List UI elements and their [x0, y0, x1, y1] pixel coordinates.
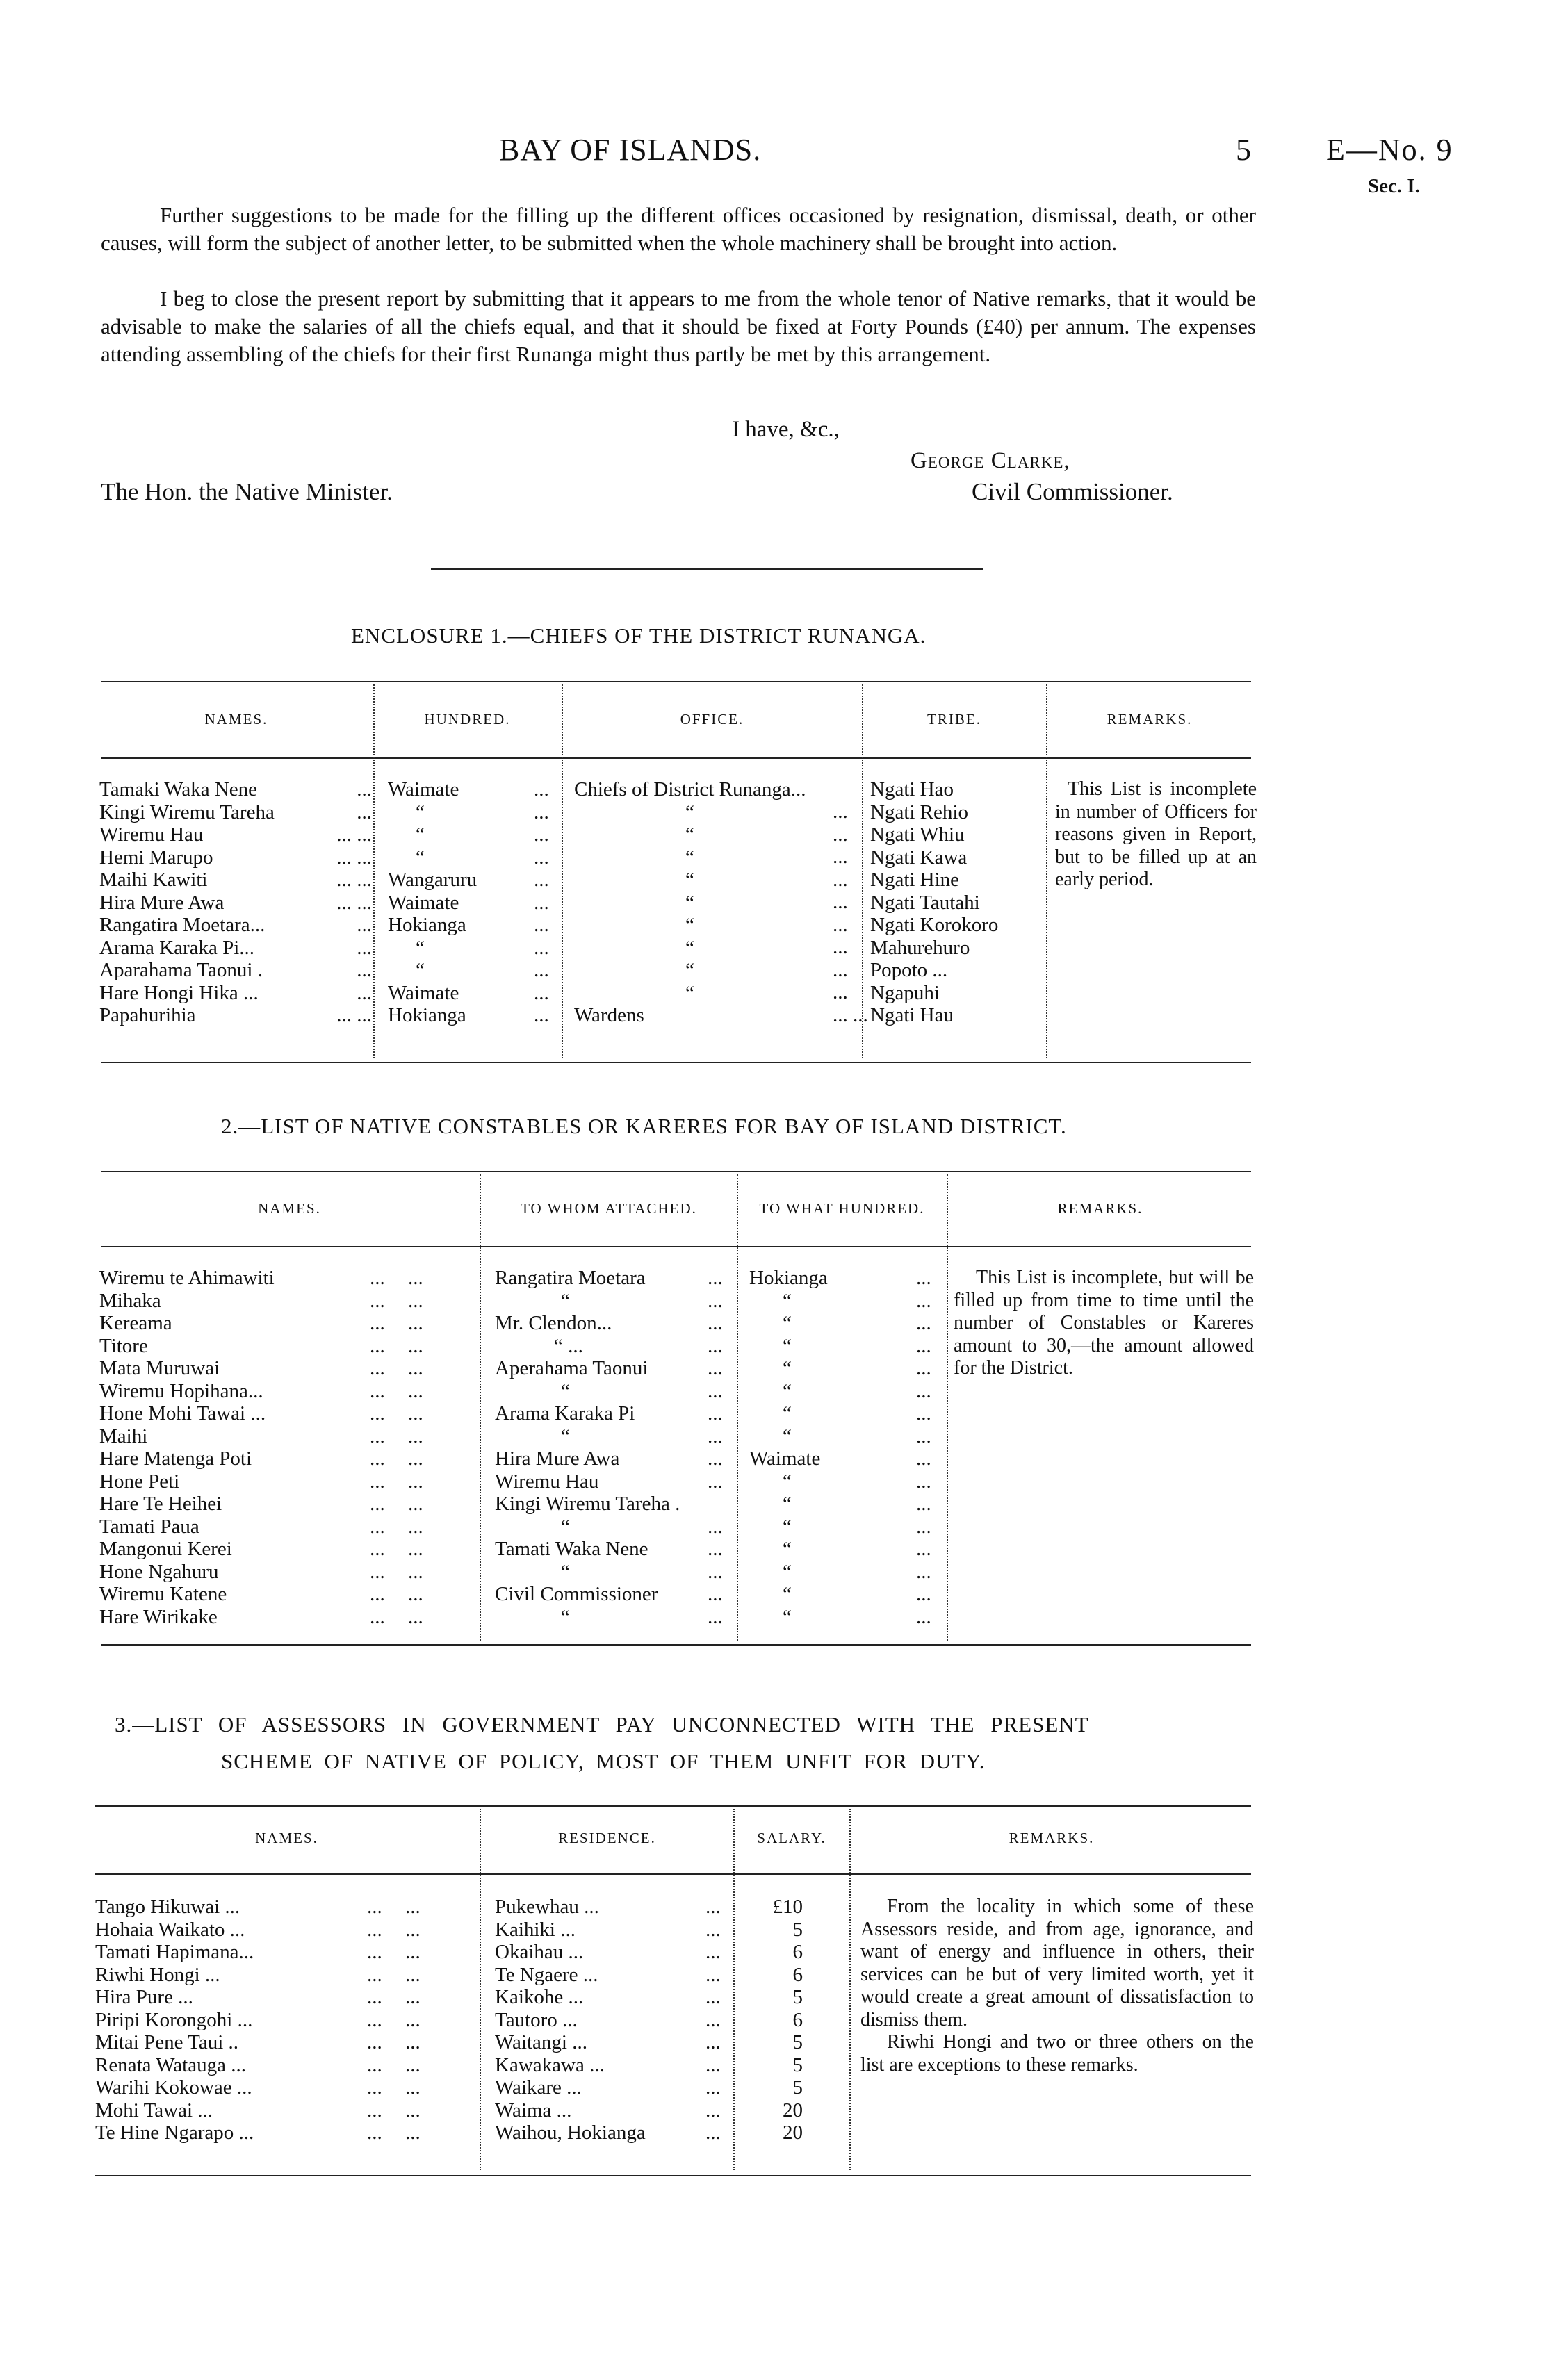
table-cell: Kaihiki ...: [495, 1918, 576, 1941]
table2-header-rule: [101, 1246, 1251, 1247]
enclosure-3-title-continued: SCHEME OF NATIVE OF POLICY, MOST OF THEM UNFIT FOR DUTY.: [221, 1749, 986, 1773]
page-number: 5: [1236, 133, 1252, 167]
table-cell: Piripi Korongohi ...: [95, 2008, 253, 2031]
table1-hundred-column: [388, 778, 534, 1027]
table2-header-remarks: REMARKS.: [1057, 1200, 1143, 1217]
signature-name: George Clarke,: [911, 448, 1070, 473]
table1-header-rule: [101, 757, 1251, 759]
table-cell: “: [561, 1515, 570, 1538]
table-cell: Mr. Clendon...: [495, 1312, 612, 1334]
table-cell: 20: [783, 2122, 803, 2144]
table-cell: Hokianga: [388, 1004, 466, 1026]
table1-name-leaders: [275, 778, 372, 1027]
table-cell: Te Hine Ngarapo ...: [95, 2122, 254, 2144]
table-cell: “: [685, 823, 694, 846]
table-cell: “: [416, 936, 425, 959]
table3-top-rule: [95, 1805, 1251, 1807]
table1-col-divider: [373, 684, 375, 1058]
table-cell: Waimate: [388, 981, 459, 1004]
table-cell: 20: [783, 2099, 803, 2122]
table-cell: 5: [792, 1986, 803, 2008]
table-cell: “ ...: [554, 1334, 583, 1357]
table-cell: Arama Karaka Pi: [495, 1402, 635, 1425]
table-cell: “: [783, 1583, 792, 1605]
table-cell: Hokianga: [388, 914, 466, 936]
table-cell: Ngati Hau: [870, 1004, 954, 1026]
table3-header-residence: RESIDENCE.: [558, 1830, 656, 1846]
table3-residence-leaders: ... ... ... ... ... ... ... ... ... ... ...: [705, 1896, 721, 2144]
letter-closing: I have, &c.,: [732, 417, 840, 442]
table2-col-divider: [737, 1174, 738, 1641]
table-cell: Hone Peti: [99, 1470, 180, 1493]
leader-dots: ...: [357, 801, 372, 823]
table3-col-divider: [849, 1809, 851, 2170]
table-cell: Ngati Hine: [870, 869, 960, 891]
table2-header-attached: TO WHOM ATTACHED.: [521, 1200, 697, 1217]
table-cell: Tamati Paua: [99, 1515, 199, 1538]
table-cell: Wiremu Hau: [99, 823, 204, 846]
table-cell: Tamati Waka Nene: [495, 1538, 648, 1560]
table-cell: “: [783, 1289, 792, 1312]
addressee: The Hon. the Native Minister.: [101, 478, 393, 505]
table2-header-hundred: TO WHAT HUNDRED.: [759, 1200, 925, 1217]
table-cell: £10: [772, 1896, 803, 1918]
table2-name-leaders: ... ... ... ... ... ... ... ... ... ... ... ... ... ... ... ... ... ... ... ... ... ... ... ... ... ... ... ... ... ... ... ...: [370, 1267, 423, 1628]
table2-hundred-column: [749, 1267, 909, 1628]
table1-bottom-rule: [101, 1062, 1251, 1063]
table3-bottom-rule: [95, 2175, 1251, 2176]
table-cell: Ngati Hao: [870, 778, 954, 801]
table-cell: Wiremu Hau: [495, 1470, 599, 1493]
table2-attached-leaders: ... ... ... ... ... ... ... ... ... ... ... ... ... ... ...: [708, 1267, 723, 1628]
table2-col-divider: [480, 1174, 481, 1641]
table-cell: Ngati Rehio: [870, 801, 968, 823]
table-cell: Hone Mohi Tawai ...: [99, 1402, 266, 1425]
table2-bottom-rule: [101, 1644, 1251, 1646]
table1-top-rule: [101, 681, 1251, 682]
table1-hundred-leaders: ... ... ... ... ... ... ... ... ... ... ...: [534, 778, 549, 1026]
table-cell: Waimate: [749, 1447, 821, 1470]
table3-names-column: [95, 1896, 373, 2144]
document-reference: E—No. 9: [1326, 133, 1453, 167]
table2-hundred-leaders: ... ... ... ... ... ... ... ... ... ... ... ... ... ... ... ...: [916, 1267, 931, 1628]
section-divider: [431, 568, 983, 570]
table-cell: Waikare ...: [495, 2076, 582, 2099]
table-cell: Wangaruru: [388, 869, 478, 891]
table1-header-names: NAMES.: [204, 711, 268, 728]
table1-header-office: OFFICE.: [680, 711, 744, 728]
letter-paragraph-2: I beg to close the present report by submitting that it appears to me from the whole tenor of Native remarks, that it would be advisable to make the salaries of all the chiefs equal, and that it should be fixed at Forty Pounds (£40) per annum. The expenses attending assembling of the chiefs for their first Runanga might thus partly be met by this arrangement.: [101, 286, 1256, 366]
table-cell: “: [783, 1379, 792, 1402]
table1-office-leaders: ... ... ... ... ... ... ... ... ... ... ...: [833, 801, 868, 1026]
table-cell: “: [561, 1605, 570, 1628]
table-cell: Ngati Tautahi: [870, 891, 980, 914]
table-cell: “: [783, 1538, 792, 1560]
table-cell: 6: [792, 1941, 803, 1963]
leader-dots: ... ...: [336, 846, 372, 869]
table-cell: Civil Commissioner: [495, 1583, 658, 1605]
table-cell: Hokianga: [749, 1267, 828, 1289]
table-cell: “: [783, 1493, 792, 1515]
table-cell: Mahurehuro: [870, 936, 970, 959]
signature-title: Civil Commissioner.: [972, 478, 1173, 505]
table1-tribe-column: [870, 778, 1044, 1027]
table-cell: Ngati Korokoro: [870, 914, 999, 936]
table-cell: Kaikohe ...: [495, 1986, 584, 2008]
table-cell: “: [783, 1560, 792, 1583]
table-cell: Tango Hikuwai ...: [95, 1896, 240, 1918]
table-cell: Waimate: [388, 778, 459, 801]
leader-dots: ...: [357, 914, 372, 936]
table3-col-divider: [733, 1809, 735, 2170]
table2-top-rule: [101, 1171, 1251, 1172]
table-cell: Waihou, Hokianga: [495, 2122, 646, 2144]
enclosure-2-title: 2.—LIST OF NATIVE CONSTABLES OR KARERES FOR BAY OF ISLAND DISTRICT.: [221, 1114, 1067, 1138]
table-cell: “: [685, 891, 694, 914]
table1-remarks: This List is incomplete in number of Officers for reasons given in Report, but to be filled up at an early period.: [1055, 778, 1257, 890]
table3-header-rule: [95, 1873, 1251, 1875]
table-cell: Hemi Marupo: [99, 846, 213, 869]
table3-residence-column: [495, 1896, 703, 2144]
table1-header-remarks: REMARKS.: [1107, 711, 1193, 728]
table-cell: “: [561, 1289, 570, 1312]
table-cell: Maihi: [99, 1425, 148, 1447]
table-cell: Okaihau ...: [495, 1941, 584, 1963]
table-cell: “: [783, 1515, 792, 1538]
table-cell: Wiremu te Ahimawiti: [99, 1267, 275, 1289]
table-cell: Wiremu Hopihana...: [99, 1379, 263, 1402]
table2-attached-column: [495, 1267, 703, 1628]
leader-dots: ... ...: [336, 823, 372, 846]
table-cell: Hare Matenga Poti: [99, 1447, 252, 1470]
table-cell: Ngapuhi: [870, 981, 940, 1004]
table-cell: Hare Wirikake: [99, 1605, 218, 1628]
table2-header-names: NAMES.: [258, 1200, 321, 1217]
leader-dots: ... ...: [336, 1004, 372, 1026]
table-cell: 5: [792, 2031, 803, 2053]
table-cell: Maihi Kawiti: [99, 869, 208, 891]
table-cell: “: [783, 1402, 792, 1425]
table3-col-divider: [480, 1809, 481, 2170]
table-cell: “: [685, 801, 694, 823]
table2-col-divider: [947, 1174, 948, 1641]
leader-dots: ...: [357, 981, 372, 1004]
table1-col-divider: [1046, 684, 1047, 1058]
running-title: BAY OF ISLANDS.: [499, 133, 762, 167]
table-cell: “: [685, 846, 694, 869]
table-cell: Tamati Hapimana...: [95, 1941, 254, 1963]
table-cell: Wiremu Katene: [99, 1583, 227, 1605]
table-cell: “: [783, 1312, 792, 1334]
letter-paragraph-1: Further suggestions to be made for the filling up the different offices occasioned by resignation, dismissal, death, or other causes, will form the subject of another letter, to be submitted when the whole machinery shall be brought into action.: [101, 203, 1256, 255]
table-cell: Ngati Whiu: [870, 823, 965, 846]
table-cell: “: [783, 1605, 792, 1628]
table-cell: “: [416, 823, 425, 846]
table-cell: “: [685, 936, 694, 959]
enclosure-3-title: 3.—LIST OF ASSESSORS IN GOVERNMENT PAY UNCONNECTED WITH THE PRESENT: [115, 1712, 1089, 1737]
table-cell: Wardens: [574, 1004, 644, 1026]
leader-dots: ...: [357, 959, 372, 981]
table3-header-remarks: REMARKS.: [1009, 1830, 1095, 1846]
table-cell: Rangatira Moetara: [495, 1267, 646, 1289]
table-cell: Riwhi Hongi ...: [95, 1963, 220, 1986]
table3-remarks-paragraph: Riwhi Hongi and two or three others on the list are exceptions to these remarks.: [860, 2031, 1254, 2076]
table3-header-names: NAMES.: [255, 1830, 318, 1846]
table-cell: Waima ...: [495, 2099, 572, 2122]
table-cell: “: [561, 1560, 570, 1583]
leader-dots: ... ...: [336, 869, 372, 891]
table-cell: Te Ngaere ...: [495, 1963, 598, 1986]
leader-dots: ...: [357, 936, 372, 959]
table-cell: Hohaia Waikato ...: [95, 1918, 245, 1941]
table-cell: Titore: [99, 1334, 148, 1357]
table-cell: Pukewhau ...: [495, 1896, 599, 1918]
table-cell: Hira Pure ...: [95, 1986, 193, 2008]
section-reference: Sec. I.: [1368, 175, 1420, 197]
table-cell: 5: [792, 2076, 803, 2099]
table3-name-leaders: ... ... ... ... ... ... ... ... ... ... ... ... ... ... ... ... ... ... ... ... ... ...: [367, 1896, 421, 2144]
table-cell: Kingi Wiremu Tareha .: [495, 1493, 680, 1515]
table-cell: Hira Mure Awa: [99, 891, 225, 914]
table-cell: 6: [792, 2008, 803, 2031]
table-cell: Waitangi ...: [495, 2031, 587, 2053]
table-cell: “: [685, 959, 694, 981]
leader-dots: ... ...: [336, 891, 372, 914]
table-cell: Rangatira Moetara...: [99, 914, 266, 936]
table-cell: Popoto ...: [870, 959, 948, 981]
table-cell: “: [561, 1425, 570, 1447]
table2-names-column: [99, 1267, 370, 1628]
table-cell: Renata Watauga ...: [95, 2053, 246, 2076]
table-cell: 5: [792, 2053, 803, 2076]
table-cell: “: [416, 959, 425, 981]
table-cell: Warihi Kokowae ...: [95, 2076, 252, 2099]
table-cell: Tautoro ...: [495, 2008, 578, 2031]
table-cell: “: [685, 981, 694, 1004]
table-cell: “: [783, 1357, 792, 1379]
table-cell: Kingi Wiremu Tareha: [99, 801, 275, 823]
table-cell: Arama Karaka Pi...: [99, 936, 255, 959]
enclosure-1-title: ENCLOSURE 1.—CHIEFS OF THE DISTRICT RUNANGA.: [351, 623, 927, 648]
table-cell: Hira Mure Awa: [495, 1447, 620, 1470]
table-cell: Mihaka: [99, 1289, 161, 1312]
table-cell: “: [783, 1334, 792, 1357]
table-cell: Aparahama Taonui .: [99, 959, 263, 981]
table-cell: Hare Te Heihei: [99, 1493, 222, 1515]
table-cell: Mangonui Kerei: [99, 1538, 232, 1560]
table3-header-salary: SALARY.: [757, 1830, 826, 1846]
table3-remarks-paragraph: From the locality in which some of these Assessors reside, and from age, ignorance, and want of energy and influence in others, their services can be but of very limited worth, yet it would create a great amount of dissatisfaction to dismiss them.: [860, 1896, 1254, 2030]
table-cell: Mohi Tawai ...: [95, 2099, 213, 2122]
table1-col-divider: [562, 684, 563, 1058]
table1-header-hundred: HUNDRED.: [424, 711, 511, 728]
table-cell: Waimate: [388, 891, 459, 914]
table-cell: Chiefs of District Runanga...: [574, 778, 806, 801]
table-cell: Papahurihia: [99, 1004, 196, 1026]
table-cell: Hone Ngahuru: [99, 1560, 219, 1583]
table-cell: Mata Muruwai: [99, 1357, 220, 1379]
table-cell: Mitai Pene Taui ..: [95, 2031, 239, 2053]
table-cell: Tamaki Waka Nene: [99, 778, 258, 801]
table2-remarks: This List is incomplete, but will be filled up from time to time until the number of Constables or Kareres amount to 30,—the amount allowed for the District.: [954, 1267, 1254, 1379]
table-cell: “: [783, 1425, 792, 1447]
table3-salary-column: [751, 1896, 803, 2144]
table-cell: Hare Hongi Hika ...: [99, 981, 259, 1004]
table1-header-tribe: TRIBE.: [927, 711, 981, 728]
table-cell: “: [561, 1379, 570, 1402]
table1-office-column: [574, 778, 831, 1027]
table3-remarks: [860, 1896, 1254, 2076]
table-cell: “: [783, 1470, 792, 1493]
table-cell: “: [416, 846, 425, 869]
table-cell: Aperahama Taonui: [495, 1357, 648, 1379]
table-cell: Ngati Kawa: [870, 846, 968, 869]
table-cell: “: [685, 869, 694, 891]
table-cell: “: [685, 914, 694, 936]
leader-dots: ...: [357, 778, 372, 801]
table-cell: 6: [792, 1963, 803, 1986]
table-cell: Kawakawa ...: [495, 2053, 605, 2076]
table-cell: Kereama: [99, 1312, 172, 1334]
table-cell: “: [416, 801, 425, 823]
table-cell: 5: [792, 1918, 803, 1941]
